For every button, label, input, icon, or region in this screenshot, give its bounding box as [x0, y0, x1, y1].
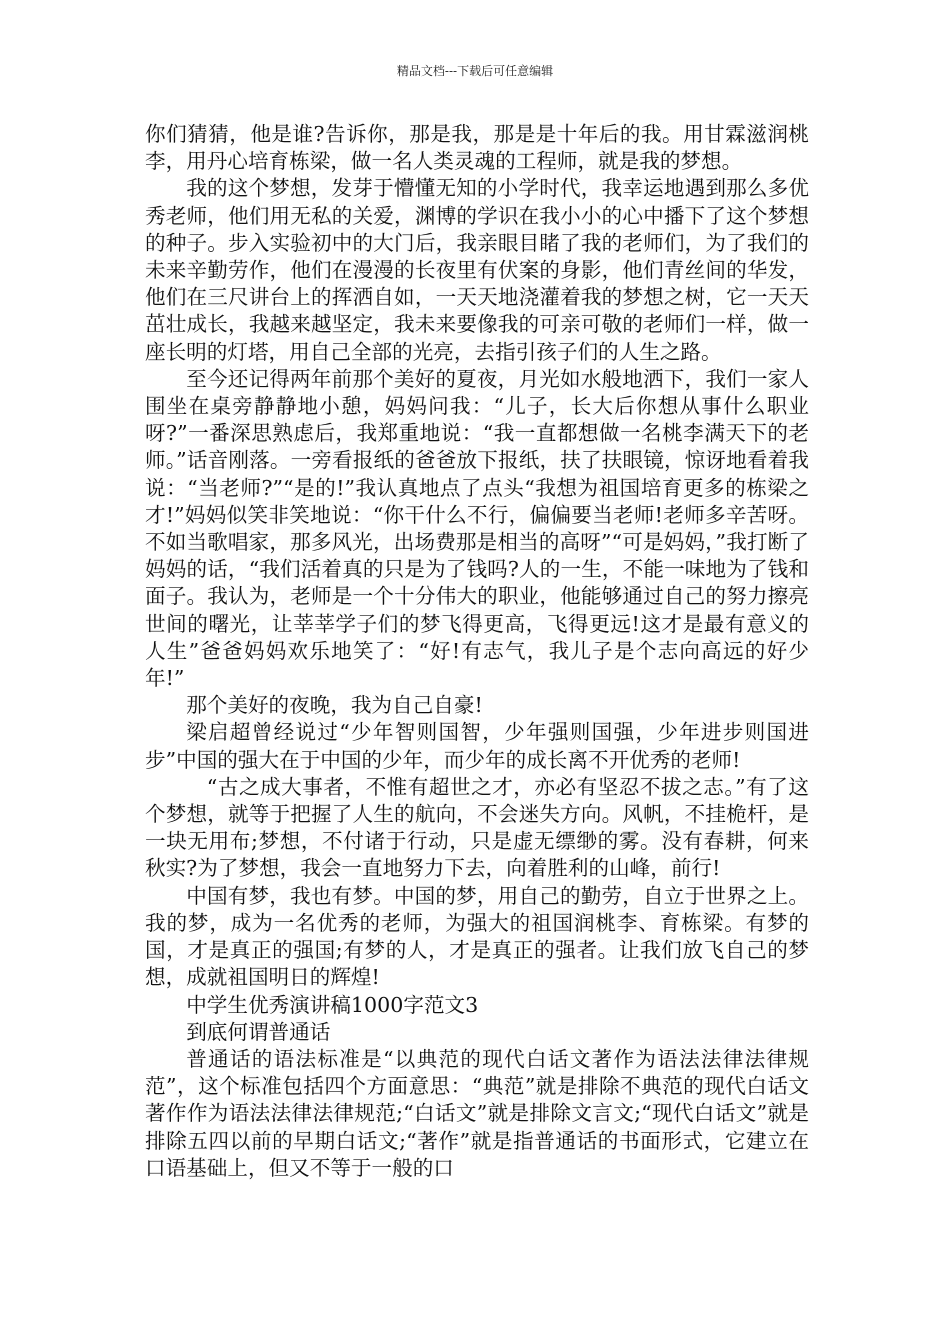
- paragraph-2: 我的这个梦想，发芽于懵懂无知的小学时代，我幸运地遇到那么多优秀老师，他们用无私的关爱，渊博的学识在我小小的心中播下了这个梦想的种子。步入实验初中的大门后，我亲眼目睹了我的老师们，为了我们的未来辛勤劳作，他们在漫漫的长夜里有伏案的身影，他们青丝间的华发，他们在三尺讲台上的挥洒自如，一天天地浇灌着我的梦想之树，它一天天茁壮成长，我越来越坚定，我未来要像我的可亲可敬的老师们一样，做一座长明的灯塔，用自己全部的光亮，去指引孩子们的人生之路。: [145, 176, 809, 364]
- paragraph-7: 中国有梦，我也有梦。中国的梦，用自己的勤劳，自立于世界之上。我的梦，成为一名优秀的老师，为强大的祖国润桃李、育栋梁。有梦的国，才是真正的强国;有梦的人，才是真正的强者。让我们放飞自己的梦想，成就祖国明日的辉煌!: [145, 883, 809, 990]
- paragraph-3: 至今还记得两年前那个美好的夏夜，月光如水般地洒下，我们一家人围坐在桌旁静静地小憩，妈妈问我：“儿子，长大后你想从事什么职业呀?”一番深思熟虑后，我郑重地说：“我一直都想做一名桃李满天下的老师。”话音刚落。一旁看报纸的爸爸放下报纸，扶了扶眼镜，惊讶地看着我说：“当老师?”“是的!”我认真地点了点头“我想为祖国培育更多的栋梁之才!”妈妈似笑非笑地说：“你干什么不行，偏偏要当老师!老师多辛苦呀。不如当歌唱家，那多风光，出场费那是相当的高呀”“可是妈妈，”我打断了妈妈的话，“我们活着真的只是为了钱吗?人的一生，不能一味地为了钱和面子。我认为，老师是一个十分伟大的职业，他能够通过自己的努力擦亮世间的曙光，让莘莘学子们的梦飞得更高，飞得更远!这才是最有意义的人生”爸爸妈妈欢乐地笑了：“好!有志气，我儿子是个志向高远的好少年!”: [145, 366, 809, 691]
- paragraph-4: 那个美好的夜晚，我为自己自豪!: [186, 693, 483, 718]
- paragraph-6: “古之成大事者，不惟有超世之才，亦必有坚忍不拔之志。”有了这个梦想，就等于把握了人生的航向，不会迷失方向。风帆，不挂桅杆，是一块无用布;梦想，不付诸于行动，只是虚无缥缈的雾。没有春耕，何来秋实?为了梦想，我会一直地努力下去，向着胜利的山峰，前行!: [145, 774, 809, 881]
- paragraph-5: 梁启超曾经说过“少年智则国智，少年强则国强，少年进步则国进步”中国的强大在于中国的少年，而少年的成长离不开优秀的老师!: [145, 720, 809, 772]
- section-title: 中学生优秀演讲稿1000字范文3: [186, 992, 479, 1017]
- paragraph-8: 普通话的语法标准是“以典范的现代白话文著作为语法法律法律规范”，这个标准包括四个方面意思：“典范”就是排除不典范的现代白话文著作作为语法法律法律规范;“白话文”就是排除文言文;“现代白话文”就是排除五四以前的早期白话文;“著作”就是指普通话的书面形式，它建立在口语基础上，但又不等于一般的口: [145, 1046, 809, 1180]
- page-header: 精品文档---下载后可任意编辑: [396, 64, 554, 78]
- section-subtitle: 到底何谓普通话: [186, 1019, 331, 1044]
- paragraph-1: 你们猜猜，他是谁?告诉你，那是我，那是是十年后的我。用甘霖滋润桃李，用丹心培育栋梁，做一名人类灵魂的工程师，就是我的梦想。: [145, 122, 809, 174]
- document-body: [145, 121, 809, 1182]
